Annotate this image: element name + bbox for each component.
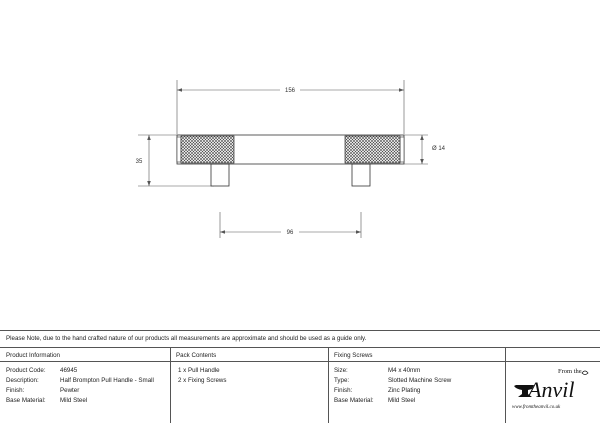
logo-brand: Anvil bbox=[528, 377, 575, 402]
logo-url: www.fromtheanvil.co.uk bbox=[512, 405, 561, 410]
logo-flourish bbox=[582, 371, 588, 375]
screw-base-material-label: Base Material: bbox=[334, 397, 374, 404]
pack-item: 1 x Pull Handle bbox=[178, 367, 220, 374]
height-label: 35 bbox=[135, 159, 143, 165]
column-divider bbox=[328, 347, 329, 423]
centres-dimension bbox=[220, 212, 361, 238]
product-information-title: Product Information bbox=[6, 352, 60, 359]
pack-item: 2 x Fixing Screws bbox=[178, 377, 227, 384]
pack-contents-title: Pack Contents bbox=[176, 352, 217, 359]
info-panel bbox=[0, 330, 600, 423]
overall-length-dimension bbox=[177, 80, 404, 134]
description-value: Half Brompton Pull Handle - Small bbox=[60, 377, 154, 384]
base-material-label: Base Material: bbox=[6, 397, 46, 404]
diameter-dimension bbox=[404, 135, 446, 164]
screw-type-value: Slotted Machine Screw bbox=[388, 377, 452, 384]
handle-drawing bbox=[177, 135, 404, 186]
screw-finish-value: Zinc Plating bbox=[388, 387, 421, 394]
description-label: Description: bbox=[6, 377, 39, 384]
divider bbox=[0, 347, 600, 348]
from-the-anvil-logo bbox=[508, 355, 600, 423]
logo-from-the: From the bbox=[558, 368, 582, 375]
screw-size-value: M4 x 40mm bbox=[388, 367, 421, 374]
disclaimer-note: Please Note, due to the hand crafted nature of our products all measurements are approximate and should be used as a guide only. bbox=[6, 335, 367, 342]
column-divider bbox=[505, 347, 506, 423]
centres-label: 96 bbox=[286, 230, 294, 236]
screw-size-label: Size: bbox=[334, 367, 348, 374]
fixing-screws-title: Fixing Screws bbox=[334, 352, 373, 359]
base-material-value: Mild Steel bbox=[60, 397, 88, 404]
screw-finish-label: Finish: bbox=[334, 387, 353, 394]
screw-base-material-value: Mild Steel bbox=[388, 397, 416, 404]
column-divider bbox=[170, 347, 171, 423]
product-code-label: Product Code: bbox=[6, 367, 46, 374]
finish-value: Pewter bbox=[60, 387, 80, 394]
finish-label: Finish: bbox=[6, 387, 25, 394]
diameter-label: Ø 14 bbox=[432, 146, 446, 152]
overall-length-label: 156 bbox=[284, 88, 296, 94]
screw-type-label: Type: bbox=[334, 377, 350, 384]
product-code-value: 46945 bbox=[60, 367, 78, 374]
